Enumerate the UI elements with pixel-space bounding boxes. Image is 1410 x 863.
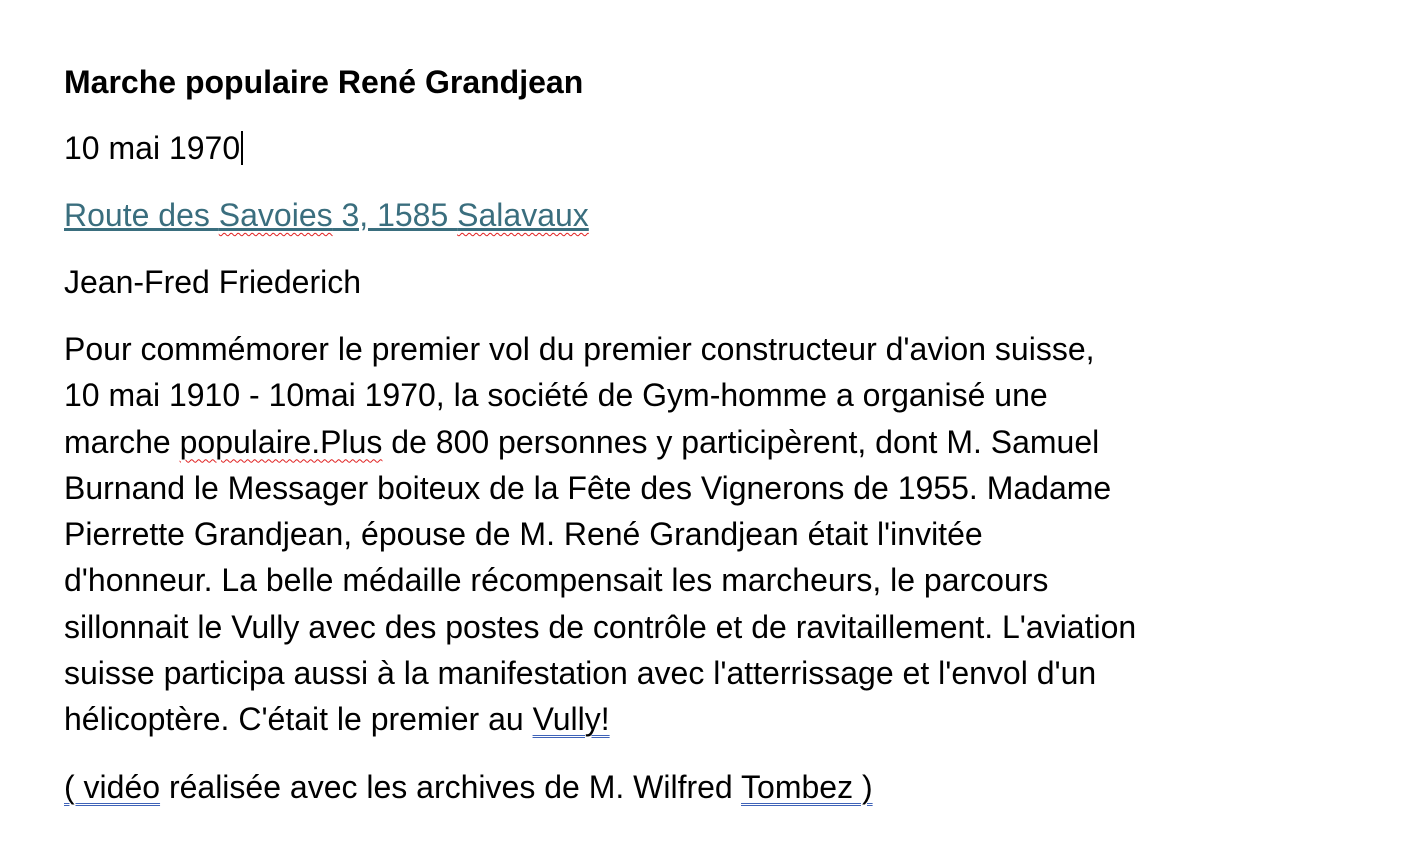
credit-text: réalisée avec les archives de M. Wilfred: [160, 768, 742, 805]
body-line: Burnand le Messager boiteux de la Fête des Vignerons de 1955. Madame: [64, 469, 1112, 506]
body-line: 10 mai 1910 - 10mai 1970, la société de Gym-homme a organisé une: [64, 377, 1048, 414]
author-name: Jean-Fred Friederich: [64, 264, 361, 300]
body-line: [64, 419, 1354, 465]
date-text: 10 mai 1970: [64, 130, 241, 166]
body-paragraph: [64, 326, 1354, 743]
body-line: sillonnait le Vully avec des postes de contrôle et de ravitaillement. L'aviation: [64, 608, 1137, 645]
document-body: [64, 60, 1354, 810]
date-line[interactable]: [64, 125, 1354, 171]
spelling-flagged-word: Salavaux: [457, 197, 589, 233]
body-line: Pour commémorer le premier vol du premier constructeur d'avion suisse,: [64, 331, 1095, 367]
video-link[interactable]: ( vidéo: [64, 768, 161, 805]
text-cursor: [241, 131, 243, 165]
spelling-flagged-word: Savoies: [218, 197, 333, 233]
address-part: Route des: [64, 197, 219, 233]
vully-link[interactable]: Vully!: [532, 701, 610, 738]
document-title: Marche populaire René Grandjean: [64, 64, 584, 100]
tombez-link[interactable]: Tombez ): [741, 768, 873, 805]
body-line: Pierrette Grandjean, épouse de M. René Grandjean était l'invitée: [64, 516, 983, 553]
body-text: marche: [64, 423, 180, 460]
address-part: 3, 1585: [332, 197, 458, 233]
body-line: suisse participa aussi à la manifestation avec l'atterrissage et l'envol d'un: [64, 655, 1097, 692]
body-line: d'honneur. La belle médaille récompensait les marcheurs, le parcours: [64, 562, 1049, 599]
body-text: hélicoptère. C'était le premier au: [64, 701, 533, 738]
body-line: [64, 696, 1354, 742]
spelling-flagged-word: populaire.Plus: [179, 423, 383, 460]
credit-line: [64, 764, 1354, 810]
body-text: de 800 personnes y participèrent, dont M. Samuel: [382, 423, 1100, 460]
address-link[interactable]: [64, 192, 1354, 238]
